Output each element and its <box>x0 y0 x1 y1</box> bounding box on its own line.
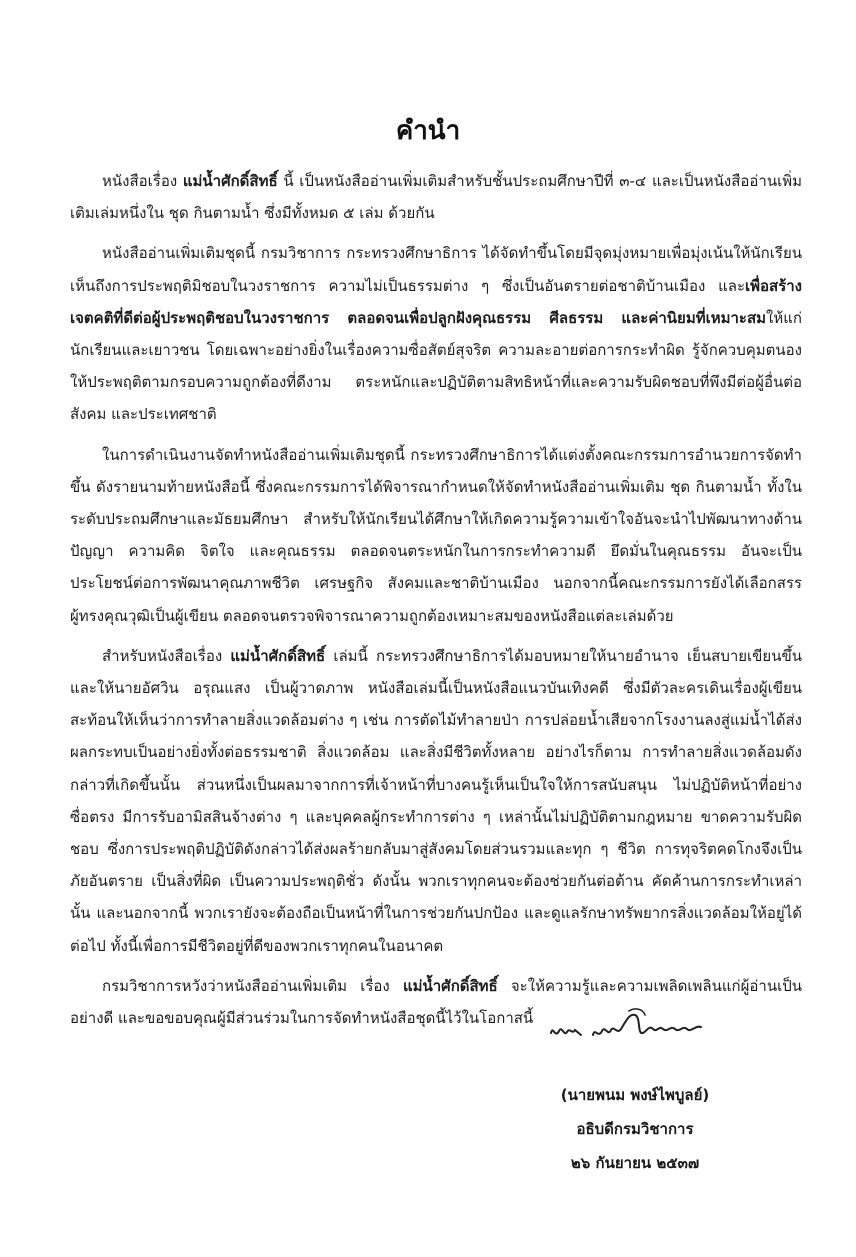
paragraph-1-intro: หนังสือเรื่อง <box>102 172 183 190</box>
paragraph-5-intro: กรมวิชาการหวังว่าหนังสืออ่านเพิ่มเติม เรื่อง <box>102 976 403 995</box>
paragraph-2-emphasis: เพื่อสร้างเจตคติที่ดีต่อผู้ประพฤติชอบในวงราชการ ตลอดจนเพื่อปลูกฝังคุณธรรม ศีลธรรม และค่านิยมที่เหมาะสม <box>70 276 802 327</box>
signer-name: (นายพนม พงษ์ไพบูลย์) <box>560 1086 710 1104</box>
signature-block <box>500 1078 770 1180</box>
book-title-ref: แม่น้ำศักดิ์สิทธิ์ <box>182 172 278 190</box>
signed-date: ๒๖ กันยายน ๒๕๓๗ <box>570 1154 700 1172</box>
paragraph-4-rest: เล่มนี้ กระทรวงศึกษาธิการได้มอบหมายให้นายอำนาจ เย็นสบายเขียนขึ้น และให้นายอัศวิน อรุณแสง เป็นผู้วาดภาพ หนังสือเล่มนี้เป็นหนังสือแนวบันเทิงคดี ซึ่งมีตัวละครเดินเรื่องผู้เขียนสะท้อนให้เห็นว่าการทำลายสิ่งแวดล้อมต่าง ๆ เช่น การตัดไม้ทำลายป่า การปล่อยน้ำเสียจากโรงงานลงสู่แม่น้ำได้ส่งผลกระทบเป็นอย่างยิ่งทั้งต่อธรรมชาติ สิ่งแวดล้อม และสิ่งมีชีวิตทั้งหลาย อย่างไรก็ตาม การทำลายสิ่งแวดล้อมดังกล่าวที่เกิดขึ้นนั้น ส่วนหนึ่งเป็นผลมาจากการที่เจ้าหน้าที่บางคนรู้เห็นเป็นใจให้การสนับสนุน ไม่ปฏิบัติหน้าที่อย่างซื่อตรง มีการรับอามิสสินจ้างต่าง ๆ และบุคคลผู้กระทำการต่าง ๆ เหล่านั้นไม่ปฏิบัติตามกฎหมาย ขาดความรับผิดชอบ ซึ่งการประพฤติปฏิบัติดังกล่าวได้ส่งผลร้ายกลับมาสู่สังคมโดยส่วนรวมและทุก ๆ ชีวิต การทุจริตคดโกงจึงเป็นภัยอันตราย เป็นสิ่งที่ผิด เป็นความประพฤติชั่ว ดังนั้น พวกเราทุกคนจะต้องช่วยกันต่อต้าน คัดค้านการกระทำเหล่านั้น และนอกจากนี้ พวกเรายังจะต้องถือเป็นหน้าที่ในการช่วยกันปกป้อง และดูแลรักษาทรัพยากรสิ่งแวดล้อมให้อยู่ได้ต่อไป ทั้งนี้เพื่อการมีชีวิตอยู่ที่ดีของพวกเราทุกคนในอนาคต <box>70 646 802 955</box>
paragraph-1 <box>70 165 802 229</box>
signer-position: อธิบดีกรมวิชาการ <box>576 1120 694 1138</box>
page-title: คำนำ <box>395 116 461 146</box>
handwritten-signature <box>545 1005 745 1053</box>
book-title-ref: แม่น้ำศักดิ์สิทธิ์ <box>230 646 326 665</box>
paragraph-4 <box>70 640 802 962</box>
paragraph-3-text: ในการดำเนินงานจัดทำหนังสืออ่านเพิ่มเติมชุดนี้ กระทรวงศึกษาธิการได้แต่งตั้งคณะกรรมการอำนวยการจัดทำขึ้น ดังรายนามท้ายหนังสือนี้ ซึ่งคณะกรรมการได้พิจารณากำหนดให้จัดทำหนังสืออ่านเพิ่มเติม ชุด กินตามน้ำ ทั้งในระดับประถมศึกษาและมัธยมศึกษา สำหรับให้นักเรียนได้ศึกษาให้เกิดความรู้ความเข้าใจอันจะนำไปพัฒนาทางด้านปัญญา ความคิด จิตใจ และคุณธรรม ตลอดจนตระหนักในการกระทำความดี ยึดมั่นในคุณธรรม อันจะเป็นประโยชน์ต่อการพัฒนาคุณภาพชีวิต เศรษฐกิจ สังคมและชาติบ้านเมือง นอกจากนี้คณะกรรมการยังได้เลือกสรรผู้ทรงคุณวุฒิเป็นผู้เขียน ตลอดจนตรวจพิจารณาความถูกต้องเหมาะสมของหนังสือแต่ละเล่มด้วย <box>70 445 802 625</box>
paragraph-2 <box>70 237 802 430</box>
paragraph-4-intro: สำหรับหนังสือเรื่อง <box>102 646 231 665</box>
paragraph-2-intro: หนังสืออ่านเพิ่มเติมชุดนี้ กรมวิชาการ กระทรวงศึกษาธิการ ได้จัดทำขึ้นโดยมีจุดมุ่งหมายเพื่อมุ่งเน้นให้นักเรียนเห็นถึงการประพฤติมิชอบในวงราชการ ความไม่เป็นธรรมต่าง ๆ ซึ่งเป็นอันตรายต่อชาติบ้านเมือง และ <box>70 244 802 295</box>
paragraph-3 <box>70 439 802 632</box>
paragraph-5-rest: จะให้ความรู้และความเพลิดเพลินแก่ผู้อ่านเป็นอย่างดี และขอขอบคุณผู้มีส่วนร่วมในการจัดทำหนังสือชุดนี้ไว้ในโอกาสนี้ <box>70 976 802 1028</box>
paragraph-1-rest: นี้ เป็นหนังสืออ่านเพิ่มเติมสำหรับชั้นประถมศึกษาปีที่ ๓-๔ และเป็นหนังสืออ่านเพิ่มเติมเล่มหนึ่งใน ชุด กินตามน้ำ ซึ่งมีทั้งหมด ๕ เล่ม ด้วยกัน <box>70 172 802 223</box>
book-title-ref: แม่น้ำศักดิ์สิทธิ์ <box>402 976 498 995</box>
paragraph-2-rest: ให้แก่นักเรียนและเยาวชน โดยเฉพาะอย่างยิ่งในเรื่องความซื่อสัตย์สุจริต ความละอายต่อการกระทำผิด รู้จักควบคุมตนองให้ประพฤติตามกรอบความถูกต้องที่ดีงาม ตระหนักและปฏิบัติตามสิทธิหน้าที่และความรับผิดชอบที่พึงมีต่อผู้อื่นต่อสังคม และประเทศชาติ <box>70 308 802 424</box>
preface-body <box>70 165 802 1042</box>
